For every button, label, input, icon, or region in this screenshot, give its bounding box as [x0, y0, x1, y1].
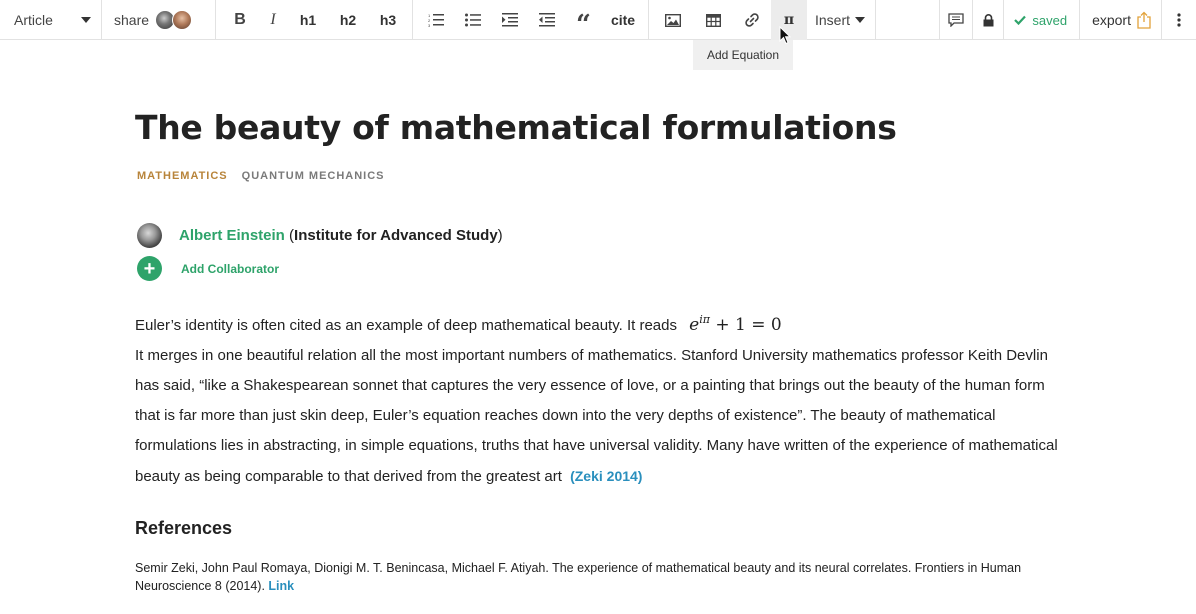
lock-icon — [983, 14, 994, 27]
reference-text: Semir Zeki, John Paul Romaya, Dionigi M. T. Benincasa, Michael F. Atiyah. The experience of mathematical beauty and its neural correlates. Frontiers in Human Neuroscience 8 (2014). — [135, 561, 1022, 593]
mouse-cursor-icon — [779, 26, 791, 46]
export-group — [1080, 0, 1162, 40]
save-status-label: saved — [1032, 12, 1068, 28]
format-group — [216, 0, 413, 40]
pi-icon: π — [783, 12, 795, 28]
article-tags — [137, 170, 385, 182]
insert-link-button[interactable] — [733, 0, 771, 40]
list-group — [413, 0, 649, 40]
insert-group — [649, 0, 876, 40]
euler-equation[interactable] — [689, 315, 782, 335]
references-heading: References — [135, 518, 233, 538]
toolbar-spacer — [876, 0, 939, 39]
plus-icon[interactable]: + — [137, 256, 162, 281]
indent-button[interactable] — [491, 0, 528, 40]
doc-type-select[interactable] — [0, 0, 101, 40]
insert-image-button[interactable] — [653, 0, 693, 40]
equation-rest: + 1 = 0 — [709, 315, 782, 335]
blockquote-button[interactable] — [565, 0, 602, 40]
insert-table-button[interactable] — [693, 0, 733, 40]
bullet-list-icon — [465, 13, 481, 27]
save-status-group — [1004, 0, 1080, 40]
ordered-list-icon — [428, 13, 444, 27]
link-icon — [745, 13, 759, 27]
italic-icon: I — [270, 11, 276, 28]
outdent-icon — [539, 13, 555, 27]
chevron-down-icon — [81, 17, 91, 23]
editor-toolbar — [0, 0, 1196, 40]
h3-button[interactable] — [368, 0, 408, 40]
add-collaborator-button[interactable]: Add Collaborator — [181, 261, 279, 276]
italic-button[interactable] — [258, 0, 288, 40]
reference-item — [135, 559, 1070, 595]
paragraph-intro: Euler’s identity is often cited as an example of deep mathematical beauty. It reads — [135, 317, 677, 334]
bold-button[interactable] — [222, 0, 258, 40]
comment-icon — [948, 13, 964, 27]
lock-group — [973, 0, 1004, 40]
share-group — [102, 0, 216, 40]
quote-icon: “ — [576, 10, 591, 40]
tag-quantum-mechanics[interactable]: QUANTUM MECHANICS — [241, 170, 385, 182]
equation-exponent: iπ — [699, 313, 710, 326]
h1-button[interactable] — [288, 0, 328, 40]
share-button[interactable]: share — [114, 12, 150, 28]
article-title[interactable]: The beauty of mathematical formulations — [135, 108, 897, 147]
share-upload-icon[interactable] — [1137, 11, 1151, 29]
check-icon — [1014, 15, 1026, 25]
svg-text:1: 1 — [427, 13, 430, 18]
svg-text:2: 2 — [427, 18, 430, 23]
bold-icon: B — [234, 11, 246, 28]
reference-link[interactable]: Link — [268, 579, 295, 593]
comments-button[interactable] — [940, 0, 972, 40]
image-icon — [665, 14, 681, 27]
insert-menu-button[interactable] — [807, 0, 875, 40]
insert-label: Insert — [815, 12, 851, 28]
doc-type-label: Article — [14, 12, 53, 28]
tag-mathematics[interactable]: MATHEMATICS — [137, 170, 228, 182]
status-group — [939, 0, 973, 40]
svg-text:3: 3 — [427, 23, 430, 27]
h2-label: h2 — [339, 12, 357, 28]
cite-button[interactable] — [602, 0, 644, 40]
cite-label: cite — [610, 12, 636, 28]
tooltip-add-equation: Add Equation — [693, 40, 793, 70]
export-button[interactable]: export — [1092, 12, 1131, 28]
collaborator-avatar-2[interactable] — [172, 10, 192, 30]
h2-button[interactable] — [328, 0, 368, 40]
author-avatar — [137, 223, 162, 248]
more-vertical-icon — [1177, 13, 1181, 27]
paragraph-body: It merges in one beautiful relation all the most important numbers of mathematics. Stanford University mathematics professor Keith Devlin has said, “like a Shakespearean sonnet that captures the very essence of love, or a painting that brings out the beauty of the human form that is far more than just skin deep, Euler’s equation reaches down into the very depths of existence”. The beauty of mathematical formulations lies in abstracting, in simple equations, truths that have universal validity. Many have written of the experience of mathematical beauty as being comparable to that derived from the greatest art — [135, 347, 1058, 485]
author-institution: (Institute for Advanced Study) — [284, 227, 503, 244]
h1-label: h1 — [299, 12, 317, 28]
chevron-down-icon — [855, 17, 865, 23]
author-row — [137, 223, 503, 248]
author-institution-name: Institute for Advanced Study — [294, 227, 498, 244]
outdent-button[interactable] — [528, 0, 565, 40]
more-options-button[interactable] — [1162, 0, 1196, 40]
add-collaborator-row[interactable] — [137, 256, 279, 281]
citation-link[interactable]: (Zeki 2014) — [570, 468, 643, 484]
doc-type-group — [0, 0, 102, 40]
author-name[interactable]: Albert Einstein — [179, 227, 285, 244]
article-body[interactable] — [135, 305, 1070, 492]
ordered-list-button[interactable] — [417, 0, 454, 40]
table-icon — [706, 14, 721, 27]
bullet-list-button[interactable] — [454, 0, 491, 40]
lock-button[interactable] — [973, 0, 1003, 40]
indent-icon — [502, 13, 518, 27]
equation-base: e — [689, 315, 700, 335]
h3-label: h3 — [379, 12, 397, 28]
